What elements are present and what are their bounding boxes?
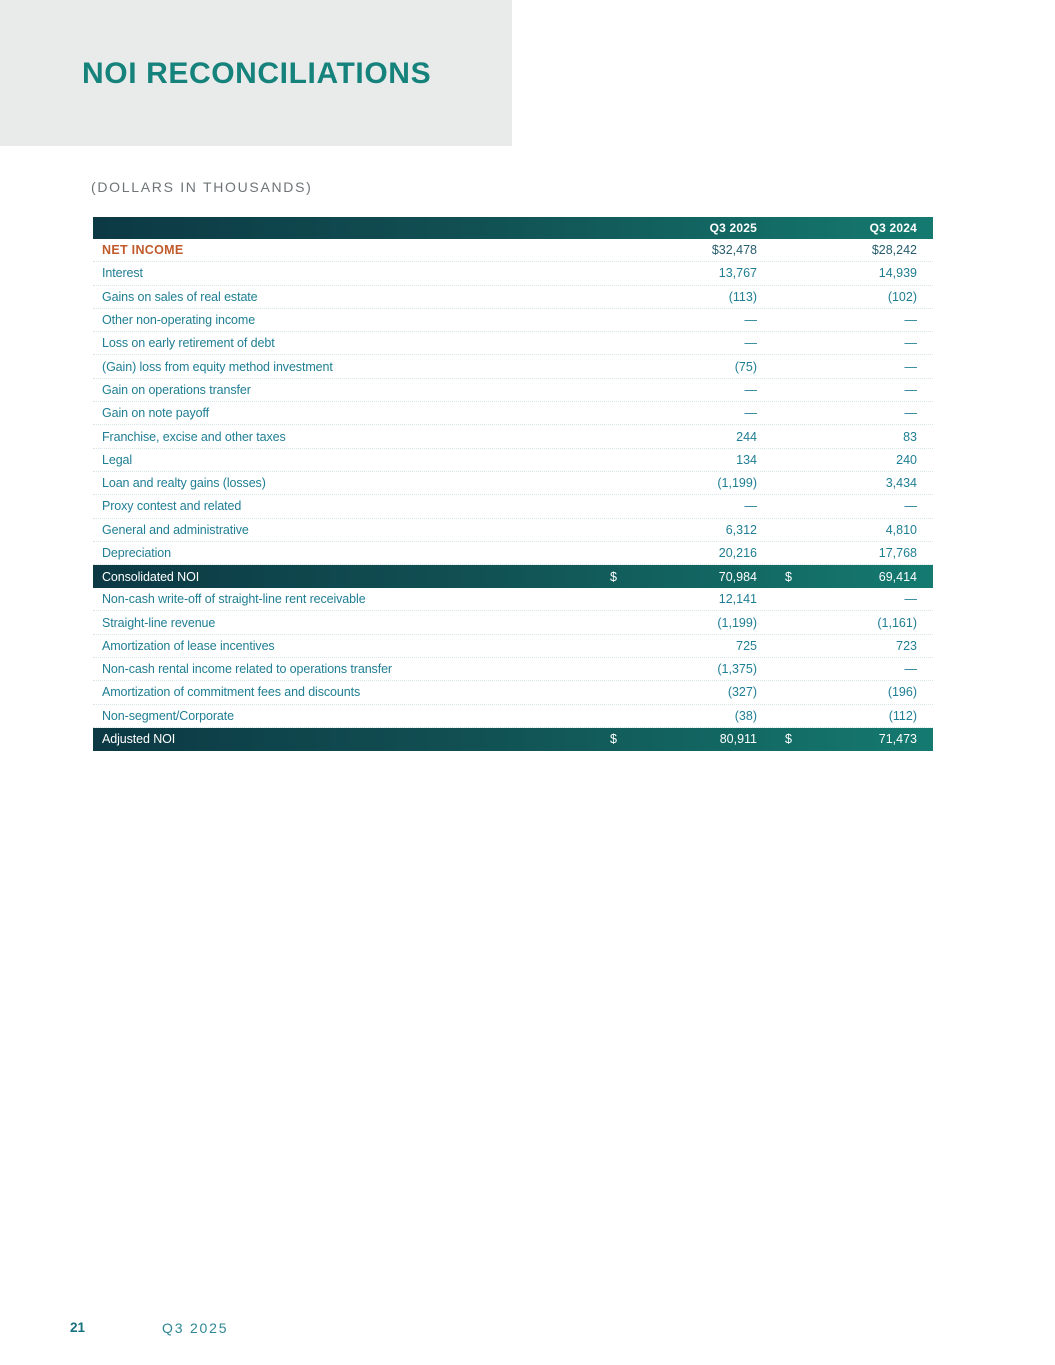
value-q3-2024: (102)	[887, 289, 917, 304]
table-row	[93, 379, 933, 402]
table-row	[93, 588, 933, 611]
title-banner	[0, 0, 512, 146]
row-label: Amortization of commitment fees and discounts	[102, 685, 361, 700]
footer-period: Q3 2025	[162, 1320, 229, 1336]
row-label: Depreciation	[102, 546, 171, 560]
value-q3-2024: —	[904, 359, 917, 374]
value-q3-2025: —	[744, 336, 757, 351]
value-q3-2024: —	[904, 313, 917, 328]
page-title: NOI RECONCILIATIONS	[82, 57, 432, 90]
row-label: Non-cash write-off of straight-line rent receivable	[102, 592, 366, 607]
value-q3-2025: 12,141	[718, 592, 757, 607]
value-q3-2025: (327)	[727, 685, 757, 700]
value-q3-2025: 6,312	[725, 522, 757, 537]
total-row	[93, 728, 933, 751]
value-q3-2024: 71,473	[878, 732, 917, 747]
value-q3-2024: —	[904, 662, 917, 677]
table-row	[93, 635, 933, 658]
value-q3-2024: 69,414	[878, 569, 917, 584]
row-label: Loan and realty gains (losses)	[102, 476, 266, 491]
table-row	[93, 495, 933, 518]
value-q3-2025: 244	[736, 429, 757, 444]
value-q3-2024: —	[904, 382, 917, 397]
row-label: Non-segment/Corporate	[102, 708, 234, 723]
value-q3-2024: (196)	[887, 685, 917, 700]
row-label: Loss on early retirement of debt	[102, 336, 275, 351]
table-row	[93, 425, 933, 448]
table-row	[93, 239, 933, 262]
table-row	[93, 519, 933, 542]
row-label: General and administrative	[102, 522, 249, 537]
value-q3-2025: (1,199)	[717, 476, 757, 491]
value-q3-2024: 17,768	[878, 546, 917, 560]
dollar-sign-q3-2025: $	[610, 569, 617, 584]
value-q3-2024: —	[904, 336, 917, 351]
row-label: Consolidated NOI	[102, 569, 200, 584]
row-label: Interest	[102, 266, 143, 281]
table-row	[93, 332, 933, 355]
value-q3-2025: —	[744, 499, 757, 514]
row-label: Adjusted NOI	[102, 732, 176, 747]
row-label: Gain on note payoff	[102, 406, 209, 421]
table-row	[93, 542, 933, 565]
row-label: Legal	[102, 452, 133, 467]
row-label: Straight-line revenue	[102, 615, 216, 630]
table-row	[93, 309, 933, 332]
table-row	[93, 705, 933, 728]
column-header-q3-2024: Q3 2024	[869, 221, 917, 235]
table-row	[93, 286, 933, 309]
dollar-sign-q3-2025: $	[610, 732, 617, 747]
row-label: Gain on operations transfer	[102, 382, 251, 397]
row-label: Other non-operating income	[102, 313, 256, 328]
table-row	[93, 402, 933, 425]
value-q3-2024: 3,434	[885, 476, 917, 491]
value-q3-2024: (112)	[888, 708, 917, 723]
value-q3-2025: 80,911	[719, 732, 757, 747]
table-row	[93, 472, 933, 495]
units-subtitle: (DOLLARS IN THOUSANDS)	[91, 179, 313, 195]
value-q3-2025: 70,984	[718, 569, 757, 584]
value-q3-2025: (38)	[734, 708, 757, 723]
value-q3-2024: 723	[896, 638, 917, 653]
row-label: Non-cash rental income related to operations transfer	[102, 662, 392, 677]
value-q3-2025: 725	[736, 638, 757, 653]
value-q3-2024: (1,161)	[877, 615, 917, 630]
value-q3-2025: (1,375)	[717, 662, 757, 677]
table-body	[93, 239, 933, 751]
table-row	[93, 611, 933, 634]
total-row	[93, 565, 933, 588]
value-q3-2024: —	[904, 499, 917, 514]
value-q3-2025: 134	[736, 452, 757, 467]
value-q3-2025: —	[744, 382, 757, 397]
value-q3-2025: —	[744, 406, 757, 421]
table-row	[93, 681, 933, 704]
page-number: 21	[70, 1320, 86, 1335]
table-row	[93, 658, 933, 681]
dollar-sign-q3-2024: $	[785, 569, 792, 584]
value-q3-2024: —	[904, 406, 917, 421]
row-label: (Gain) loss from equity method investment	[102, 359, 333, 374]
value-q3-2025: (113)	[728, 289, 757, 304]
value-q3-2024: 4,810	[885, 522, 917, 537]
value-q3-2024: 240	[896, 452, 917, 467]
value-q3-2024: $28,242	[871, 243, 917, 258]
row-label: NET INCOME	[102, 243, 184, 258]
column-header-q3-2025: Q3 2025	[709, 221, 757, 235]
noi-reconciliation-table	[93, 217, 933, 751]
table-row	[93, 355, 933, 378]
value-q3-2024: 83	[903, 429, 917, 444]
value-q3-2025: —	[744, 313, 757, 328]
table-header-row	[93, 217, 933, 239]
row-label: Gains on sales of real estate	[102, 289, 258, 304]
table-row	[93, 262, 933, 285]
row-label: Proxy contest and related	[102, 499, 242, 514]
row-label: Amortization of lease incentives	[102, 638, 275, 653]
value-q3-2025: (75)	[734, 359, 757, 374]
value-q3-2025: $32,478	[711, 243, 757, 258]
dollar-sign-q3-2024: $	[785, 732, 792, 747]
value-q3-2024: —	[904, 592, 917, 607]
value-q3-2025: (1,199)	[717, 615, 757, 630]
value-q3-2025: 20,216	[718, 546, 757, 560]
row-label: Franchise, excise and other taxes	[102, 429, 286, 444]
value-q3-2024: 14,939	[878, 266, 917, 281]
value-q3-2025: 13,767	[718, 266, 757, 281]
table-row	[93, 449, 933, 472]
